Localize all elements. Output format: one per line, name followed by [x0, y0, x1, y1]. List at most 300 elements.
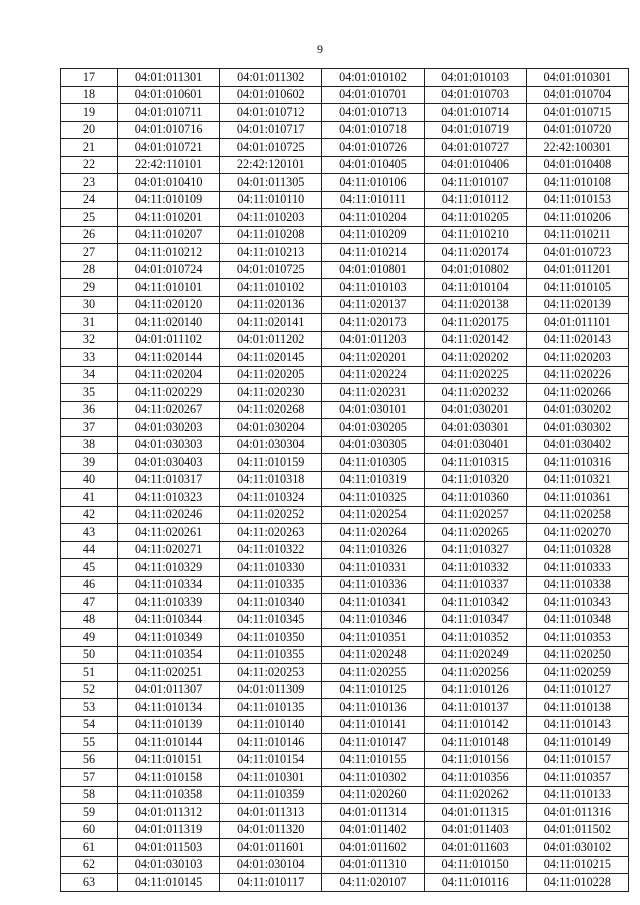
cadastral-code-cell: 04:01:030205: [322, 419, 424, 437]
cadastral-code-cell: 04:01:010102: [322, 69, 424, 87]
cadastral-code-cell: 04:11:010351: [322, 629, 424, 647]
cadastral-code-cell: 04:11:010141: [322, 716, 424, 734]
cadastral-code-cell: 04:01:030104: [220, 856, 322, 874]
row-number-cell: 31: [61, 314, 118, 332]
cadastral-code-cell: 04:01:010714: [424, 104, 526, 122]
cadastral-code-cell: 04:11:010359: [220, 786, 322, 804]
table-row: [61, 839, 629, 857]
cadastral-code-cell: 04:01:010726: [322, 139, 424, 157]
cadastral-code-cell: 22:42:120101: [220, 156, 322, 174]
cadastral-code-cell: 04:11:010301: [220, 769, 322, 787]
row-number-cell: 52: [61, 681, 118, 699]
table-row: [61, 349, 629, 367]
cadastral-code-cell: 04:11:010321: [526, 471, 628, 489]
cadastral-code-cell: 04:01:010103: [424, 69, 526, 87]
cadastral-code-cell: 04:11:020225: [424, 366, 526, 384]
table-row: [61, 454, 629, 472]
cadastral-code-cell: 04:01:010601: [118, 86, 220, 104]
table-row: [61, 524, 629, 542]
cadastral-code-cell: 04:01:010725: [220, 261, 322, 279]
cadastral-code-cell: 04:01:010704: [526, 86, 628, 104]
cadastral-code-cell: 04:01:011302: [220, 69, 322, 87]
cadastral-code-cell: 04:01:030202: [526, 401, 628, 419]
table-row: [61, 86, 629, 104]
cadastral-code-cell: 04:11:010357: [526, 769, 628, 787]
cadastral-code-cell: 04:11:020250: [526, 646, 628, 664]
cadastral-code-cell: 04:11:010117: [220, 874, 322, 892]
cadastral-code-cell: 04:11:010104: [424, 279, 526, 297]
cadastral-code-cell: 04:11:020120: [118, 296, 220, 314]
table-row: [61, 594, 629, 612]
cadastral-code-cell: 04:11:010320: [424, 471, 526, 489]
cadastral-code-cell: 04:11:020175: [424, 314, 526, 332]
cadastral-code-cell: 04:11:010352: [424, 629, 526, 647]
cadastral-code-cell: 04:11:020255: [322, 664, 424, 682]
table-row: [61, 681, 629, 699]
row-number-cell: 55: [61, 734, 118, 752]
cadastral-code-cell: 04:11:020253: [220, 664, 322, 682]
cadastral-code-cell: 04:11:010139: [118, 716, 220, 734]
table-row: [61, 174, 629, 192]
cadastral-code-cell: 04:01:010719: [424, 121, 526, 139]
cadastral-code-cell: 04:11:010341: [322, 594, 424, 612]
cadastral-code-cell: 04:01:010717: [220, 121, 322, 139]
row-number-cell: 45: [61, 559, 118, 577]
row-number-cell: 49: [61, 629, 118, 647]
table-row: [61, 366, 629, 384]
cadastral-code-cell: 04:11:010325: [322, 489, 424, 507]
row-number-cell: 43: [61, 524, 118, 542]
row-number-cell: 28: [61, 261, 118, 279]
table-row: [61, 139, 629, 157]
cadastral-code-cell: 04:11:020231: [322, 384, 424, 402]
cadastral-code-cell: 04:01:030304: [220, 436, 322, 454]
cadastral-code-cell: 04:11:020139: [526, 296, 628, 314]
cadastral-code-cell: 04:11:010353: [526, 629, 628, 647]
cadastral-code-cell: 04:01:010711: [118, 104, 220, 122]
cadastral-code-cell: 22:42:110101: [118, 156, 220, 174]
row-number-cell: 21: [61, 139, 118, 157]
table-row: [61, 401, 629, 419]
cadastral-code-cell: 04:11:010207: [118, 226, 220, 244]
cadastral-code-cell: 04:11:020204: [118, 366, 220, 384]
cadastral-code-cell: 04:11:020258: [526, 506, 628, 524]
cadastral-code-cell: 04:11:020257: [424, 506, 526, 524]
cadastral-code-cell: 04:11:020260: [322, 786, 424, 804]
cadastral-code-cell: 04:11:010149: [526, 734, 628, 752]
cadastral-code-cell: 04:11:020232: [424, 384, 526, 402]
cadastral-code-cell: 04:01:010725: [220, 139, 322, 157]
row-number-cell: 58: [61, 786, 118, 804]
cadastral-code-cell: 04:11:020203: [526, 349, 628, 367]
cadastral-code-cell: 04:01:010701: [322, 86, 424, 104]
cadastral-code-cell: 04:11:010344: [118, 611, 220, 629]
table-row: [61, 69, 629, 87]
cadastral-code-cell: 04:01:030201: [424, 401, 526, 419]
cadastral-code-cell: 04:01:011101: [526, 314, 628, 332]
table-row: [61, 751, 629, 769]
cadastral-code-cell: 04:01:011315: [424, 804, 526, 822]
row-number-cell: 23: [61, 174, 118, 192]
table-row: [61, 874, 629, 892]
cadastral-code-cell: 04:11:010209: [322, 226, 424, 244]
cadastral-code-cell: 04:11:010112: [424, 191, 526, 209]
cadastral-code-cell: 04:11:020107: [322, 874, 424, 892]
cadastral-code-cell: 04:11:010204: [322, 209, 424, 227]
row-number-cell: 35: [61, 384, 118, 402]
cadastral-code-cell: 04:11:010316: [526, 454, 628, 472]
cadastral-code-cell: 04:11:010345: [220, 611, 322, 629]
cadastral-code-cell: 04:11:010339: [118, 594, 220, 612]
table-row: [61, 646, 629, 664]
cadastral-code-cell: 04:11:010334: [118, 576, 220, 594]
cadastral-code-cell: 04:01:011402: [322, 821, 424, 839]
cadastral-code-cell: 04:01:030303: [118, 436, 220, 454]
cadastral-code-cell: 04:01:010716: [118, 121, 220, 139]
cadastral-code-cell: 04:11:010111: [322, 191, 424, 209]
cadastral-code-cell: 04:01:010408: [526, 156, 628, 174]
cadastral-code-cell: 04:11:010108: [526, 174, 628, 192]
row-number-cell: 25: [61, 209, 118, 227]
cadastral-code-cell: 04:11:020226: [526, 366, 628, 384]
cadastral-code-cell: 04:11:010107: [424, 174, 526, 192]
cadastral-code-cell: 04:11:020251: [118, 664, 220, 682]
cadastral-code-cell: 04:11:020143: [526, 331, 628, 349]
cadastral-code-cell: 04:11:010335: [220, 576, 322, 594]
row-number-cell: 59: [61, 804, 118, 822]
cadastral-code-cell: 04:11:010136: [322, 699, 424, 717]
table-row: [61, 384, 629, 402]
cadastral-code-cell: 04:11:010346: [322, 611, 424, 629]
cadastral-code-cell: 04:11:010338: [526, 576, 628, 594]
cadastral-code-cell: 04:01:010724: [118, 261, 220, 279]
cadastral-code-cell: 04:11:010138: [526, 699, 628, 717]
cadastral-code-cell: 04:11:010142: [424, 716, 526, 734]
cadastral-code-cell: 04:01:011313: [220, 804, 322, 822]
cadastral-code-cell: 04:11:020265: [424, 524, 526, 542]
cadastral-code-cell: 04:11:010151: [118, 751, 220, 769]
cadastral-code-cell: 04:11:010102: [220, 279, 322, 297]
cadastral-code-cell: 04:11:010133: [526, 786, 628, 804]
cadastral-code-cell: 04:11:020138: [424, 296, 526, 314]
cadastral-code-cell: 04:11:010327: [424, 541, 526, 559]
cadastral-code-cell: 04:11:010213: [220, 244, 322, 262]
table-row: [61, 559, 629, 577]
cadastral-code-cell: 04:11:010101: [118, 279, 220, 297]
cadastral-code-cell: 04:11:020224: [322, 366, 424, 384]
cadastral-code-cell: 04:01:011312: [118, 804, 220, 822]
cadastral-code-cell: 04:01:011202: [220, 331, 322, 349]
table-row: [61, 104, 629, 122]
cadastral-code-cell: 04:11:010148: [424, 734, 526, 752]
cadastral-code-cell: 04:11:020263: [220, 524, 322, 542]
table-row: [61, 821, 629, 839]
cadastral-code-cell: 04:01:010405: [322, 156, 424, 174]
row-number-cell: 29: [61, 279, 118, 297]
cadastral-code-cell: 04:01:030302: [526, 419, 628, 437]
table-row: [61, 279, 629, 297]
table-row: [61, 209, 629, 227]
cadastral-code-cell: 04:11:010144: [118, 734, 220, 752]
cadastral-code-cell: 04:01:010410: [118, 174, 220, 192]
row-number-cell: 42: [61, 506, 118, 524]
cadastral-code-cell: 04:11:020256: [424, 664, 526, 682]
table-row: [61, 244, 629, 262]
cadastral-code-cell: 04:11:020246: [118, 506, 220, 524]
row-number-cell: 36: [61, 401, 118, 419]
cadastral-code-cell: 04:11:010210: [424, 226, 526, 244]
table-body: [61, 69, 629, 892]
cadastral-code-cell: 04:11:020267: [118, 401, 220, 419]
cadastral-code-cell: 04:11:010201: [118, 209, 220, 227]
cadastral-code-cell: 04:11:010215: [526, 856, 628, 874]
row-number-cell: 47: [61, 594, 118, 612]
cadastral-code-cell: 04:01:030102: [526, 839, 628, 857]
cadastral-code-cell: 04:11:010105: [526, 279, 628, 297]
cadastral-code-cell: 04:11:010324: [220, 489, 322, 507]
cadastral-code-cell: 04:11:020229: [118, 384, 220, 402]
row-number-cell: 61: [61, 839, 118, 857]
cadastral-code-cell: 04:01:010802: [424, 261, 526, 279]
cadastral-code-cell: 04:11:010143: [526, 716, 628, 734]
cadastral-code-cell: 04:11:010110: [220, 191, 322, 209]
cadastral-code-cell: 04:11:020259: [526, 664, 628, 682]
cadastral-code-cell: 04:01:010715: [526, 104, 628, 122]
cadastral-code-cell: 04:11:010109: [118, 191, 220, 209]
cadastral-code-cell: 04:01:010720: [526, 121, 628, 139]
row-number-cell: 32: [61, 331, 118, 349]
row-number-cell: 24: [61, 191, 118, 209]
cadastral-code-cell: 04:11:010106: [322, 174, 424, 192]
row-number-cell: 62: [61, 856, 118, 874]
table-row: [61, 699, 629, 717]
table-row: [61, 664, 629, 682]
cadastral-code-cell: 04:01:010712: [220, 104, 322, 122]
row-number-cell: 27: [61, 244, 118, 262]
cadastral-code-cell: 04:01:010718: [322, 121, 424, 139]
cadastral-code-cell: 04:11:020136: [220, 296, 322, 314]
table-row: [61, 314, 629, 332]
cadastral-code-cell: 04:01:011201: [526, 261, 628, 279]
cadastral-code-cell: 04:11:010322: [220, 541, 322, 559]
cadastral-code-cell: 04:11:010125: [322, 681, 424, 699]
cadastral-code-cell: 04:01:011305: [220, 174, 322, 192]
cadastral-code-cell: 04:01:030402: [526, 436, 628, 454]
cadastral-code-cell: 04:11:010318: [220, 471, 322, 489]
row-number-cell: 48: [61, 611, 118, 629]
cadastral-code-cell: 04:11:010150: [424, 856, 526, 874]
cadastral-code-cell: 04:01:010703: [424, 86, 526, 104]
cadastral-code-cell: 04:11:020254: [322, 506, 424, 524]
row-number-cell: 30: [61, 296, 118, 314]
cadastral-code-cell: 04:11:010208: [220, 226, 322, 244]
row-number-cell: 20: [61, 121, 118, 139]
cadastral-code-cell: 04:11:020137: [322, 296, 424, 314]
cadastral-code-cell: 04:11:020230: [220, 384, 322, 402]
cadastral-code-cell: 04:11:010315: [424, 454, 526, 472]
cadastral-code-cell: 04:11:010360: [424, 489, 526, 507]
page-number: 9: [317, 42, 323, 56]
cadastral-code-cell: 04:11:020141: [220, 314, 322, 332]
row-number-cell: 22: [61, 156, 118, 174]
cadastral-code-cell: 04:11:010134: [118, 699, 220, 717]
table-row: [61, 576, 629, 594]
cadastral-code-cell: 04:01:011320: [220, 821, 322, 839]
cadastral-code-cell: 04:11:010337: [424, 576, 526, 594]
row-number-cell: 50: [61, 646, 118, 664]
cadastral-code-cell: 04:11:010349: [118, 629, 220, 647]
cadastral-code-cell: 04:01:011319: [118, 821, 220, 839]
cadastral-code-cell: 04:11:010343: [526, 594, 628, 612]
cadastral-code-cell: 04:11:010205: [424, 209, 526, 227]
row-number-cell: 39: [61, 454, 118, 472]
cadastral-code-cell: 04:11:010361: [526, 489, 628, 507]
cadastral-code-cell: 04:01:010406: [424, 156, 526, 174]
row-number-cell: 44: [61, 541, 118, 559]
cadastral-code-cell: 04:11:010350: [220, 629, 322, 647]
cadastral-code-cell: 04:11:020144: [118, 349, 220, 367]
table-row: [61, 331, 629, 349]
cadastral-code-cell: 04:11:010323: [118, 489, 220, 507]
row-number-cell: 46: [61, 576, 118, 594]
cadastral-code-cell: 04:11:020201: [322, 349, 424, 367]
cadastral-code-cell: 04:01:011301: [118, 69, 220, 87]
cadastral-code-cell: 04:01:030305: [322, 436, 424, 454]
table-row: [61, 156, 629, 174]
row-number-cell: 40: [61, 471, 118, 489]
cadastral-code-cell: 04:11:010126: [424, 681, 526, 699]
cadastral-code-cell: 04:11:020142: [424, 331, 526, 349]
cadastral-code-cell: 04:01:030401: [424, 436, 526, 454]
cadastral-code-cell: 04:11:010153: [526, 191, 628, 209]
cadastral-code-cell: 04:11:010354: [118, 646, 220, 664]
cadastral-code-cell: 04:01:030103: [118, 856, 220, 874]
cadastral-code-cell: 04:11:010116: [424, 874, 526, 892]
cadastral-code-cell: 04:01:010727: [424, 139, 526, 157]
row-number-cell: 54: [61, 716, 118, 734]
table-row: [61, 436, 629, 454]
cadastral-code-cell: 04:11:010146: [220, 734, 322, 752]
cadastral-code-cell: 04:01:010602: [220, 86, 322, 104]
cadastral-code-cell: 04:11:010347: [424, 611, 526, 629]
cadastral-code-cell: 04:11:020261: [118, 524, 220, 542]
table-row: [61, 191, 629, 209]
cadastral-code-cell: 04:11:010340: [220, 594, 322, 612]
cadastral-code-cell: 04:01:011307: [118, 681, 220, 699]
cadastral-code-cell: 04:11:010140: [220, 716, 322, 734]
cadastral-code-cell: 04:01:030403: [118, 454, 220, 472]
cadastral-code-cell: 04:01:011603: [424, 839, 526, 857]
cadastral-code-cell: 04:11:010203: [220, 209, 322, 227]
row-number-cell: 26: [61, 226, 118, 244]
table-row: [61, 489, 629, 507]
cadastral-code-cell: 04:01:011316: [526, 804, 628, 822]
cadastral-code-cell: 04:01:030203: [118, 419, 220, 437]
cadastral-code-cell: 04:11:010332: [424, 559, 526, 577]
cadastral-code-cell: 04:11:020249: [424, 646, 526, 664]
row-number-cell: 18: [61, 86, 118, 104]
cadastral-code-cell: 04:11:010330: [220, 559, 322, 577]
row-number-cell: 19: [61, 104, 118, 122]
table-row: [61, 856, 629, 874]
table-row: [61, 261, 629, 279]
cadastral-code-cell: 04:01:011602: [322, 839, 424, 857]
cadastral-code-cell: 04:01:030101: [322, 401, 424, 419]
cadastral-code-cell: 04:11:010333: [526, 559, 628, 577]
cadastral-code-cell: 04:11:010212: [118, 244, 220, 262]
cadastral-code-cell: 04:01:011502: [526, 821, 628, 839]
table-row: [61, 226, 629, 244]
table-row: [61, 786, 629, 804]
cadastral-code-cell: 04:01:010723: [526, 244, 628, 262]
row-number-cell: 41: [61, 489, 118, 507]
cadastral-code-cell: 04:01:011601: [220, 839, 322, 857]
cadastral-code-cell: 04:01:011310: [322, 856, 424, 874]
cadastral-code-cell: 04:11:010355: [220, 646, 322, 664]
cadastral-code-cell: 04:01:011403: [424, 821, 526, 839]
table-row: [61, 121, 629, 139]
row-number-cell: 38: [61, 436, 118, 454]
table-row: [61, 506, 629, 524]
cadastral-code-cell: 04:11:020202: [424, 349, 526, 367]
cadastral-code-cell: 04:01:010721: [118, 139, 220, 157]
cadastral-code-cell: 04:11:010356: [424, 769, 526, 787]
table-row: [61, 734, 629, 752]
cadastral-code-cell: 04:11:010228: [526, 874, 628, 892]
row-number-cell: 60: [61, 821, 118, 839]
cadastral-code-cell: 04:11:010358: [118, 786, 220, 804]
cadastral-code-cell: 04:11:020271: [118, 541, 220, 559]
cadastral-code-cell: 04:11:010211: [526, 226, 628, 244]
table-row: [61, 541, 629, 559]
cadastral-code-cell: 04:01:030301: [424, 419, 526, 437]
cadastral-code-cell: 04:01:011314: [322, 804, 424, 822]
table-row: [61, 804, 629, 822]
cadastral-code-cell: 04:11:010328: [526, 541, 628, 559]
cadastral-code-cell: 04:11:020140: [118, 314, 220, 332]
cadastral-code-cell: 04:01:010801: [322, 261, 424, 279]
cadastral-code-cell: 04:11:010326: [322, 541, 424, 559]
cadastral-code-cell: 04:01:010713: [322, 104, 424, 122]
cadastral-code-cell: 04:11:020205: [220, 366, 322, 384]
cadastral-code-cell: 04:11:020262: [424, 786, 526, 804]
cadastral-code-cell: 04:11:010319: [322, 471, 424, 489]
row-number-cell: 63: [61, 874, 118, 892]
table-row: [61, 419, 629, 437]
cadastral-code-cell: 04:11:010127: [526, 681, 628, 699]
cadastral-code-cell: 04:11:020145: [220, 349, 322, 367]
row-number-cell: 17: [61, 69, 118, 87]
table-row: [61, 769, 629, 787]
cadastral-code-cell: 04:11:010156: [424, 751, 526, 769]
cadastral-code-cell: 04:11:010154: [220, 751, 322, 769]
row-number-cell: 33: [61, 349, 118, 367]
cadastral-code-cell: 04:01:011102: [118, 331, 220, 349]
cadastral-code-cell: 04:11:010206: [526, 209, 628, 227]
cadastral-code-cell: 04:11:010305: [322, 454, 424, 472]
cadastral-code-cell: 04:11:020173: [322, 314, 424, 332]
cadastral-code-cell: 04:11:010137: [424, 699, 526, 717]
cadastral-code-cell: 04:01:030204: [220, 419, 322, 437]
cadastral-code-cell: 04:11:010135: [220, 699, 322, 717]
cadastral-code-cell: 04:11:010158: [118, 769, 220, 787]
cadastral-code-cell: 04:11:010336: [322, 576, 424, 594]
cadastral-code-cell: 04:11:010317: [118, 471, 220, 489]
cadastral-code-cell: 04:11:010331: [322, 559, 424, 577]
table-row: [61, 629, 629, 647]
cadastral-code-cell: 04:01:011203: [322, 331, 424, 349]
row-number-cell: 37: [61, 419, 118, 437]
